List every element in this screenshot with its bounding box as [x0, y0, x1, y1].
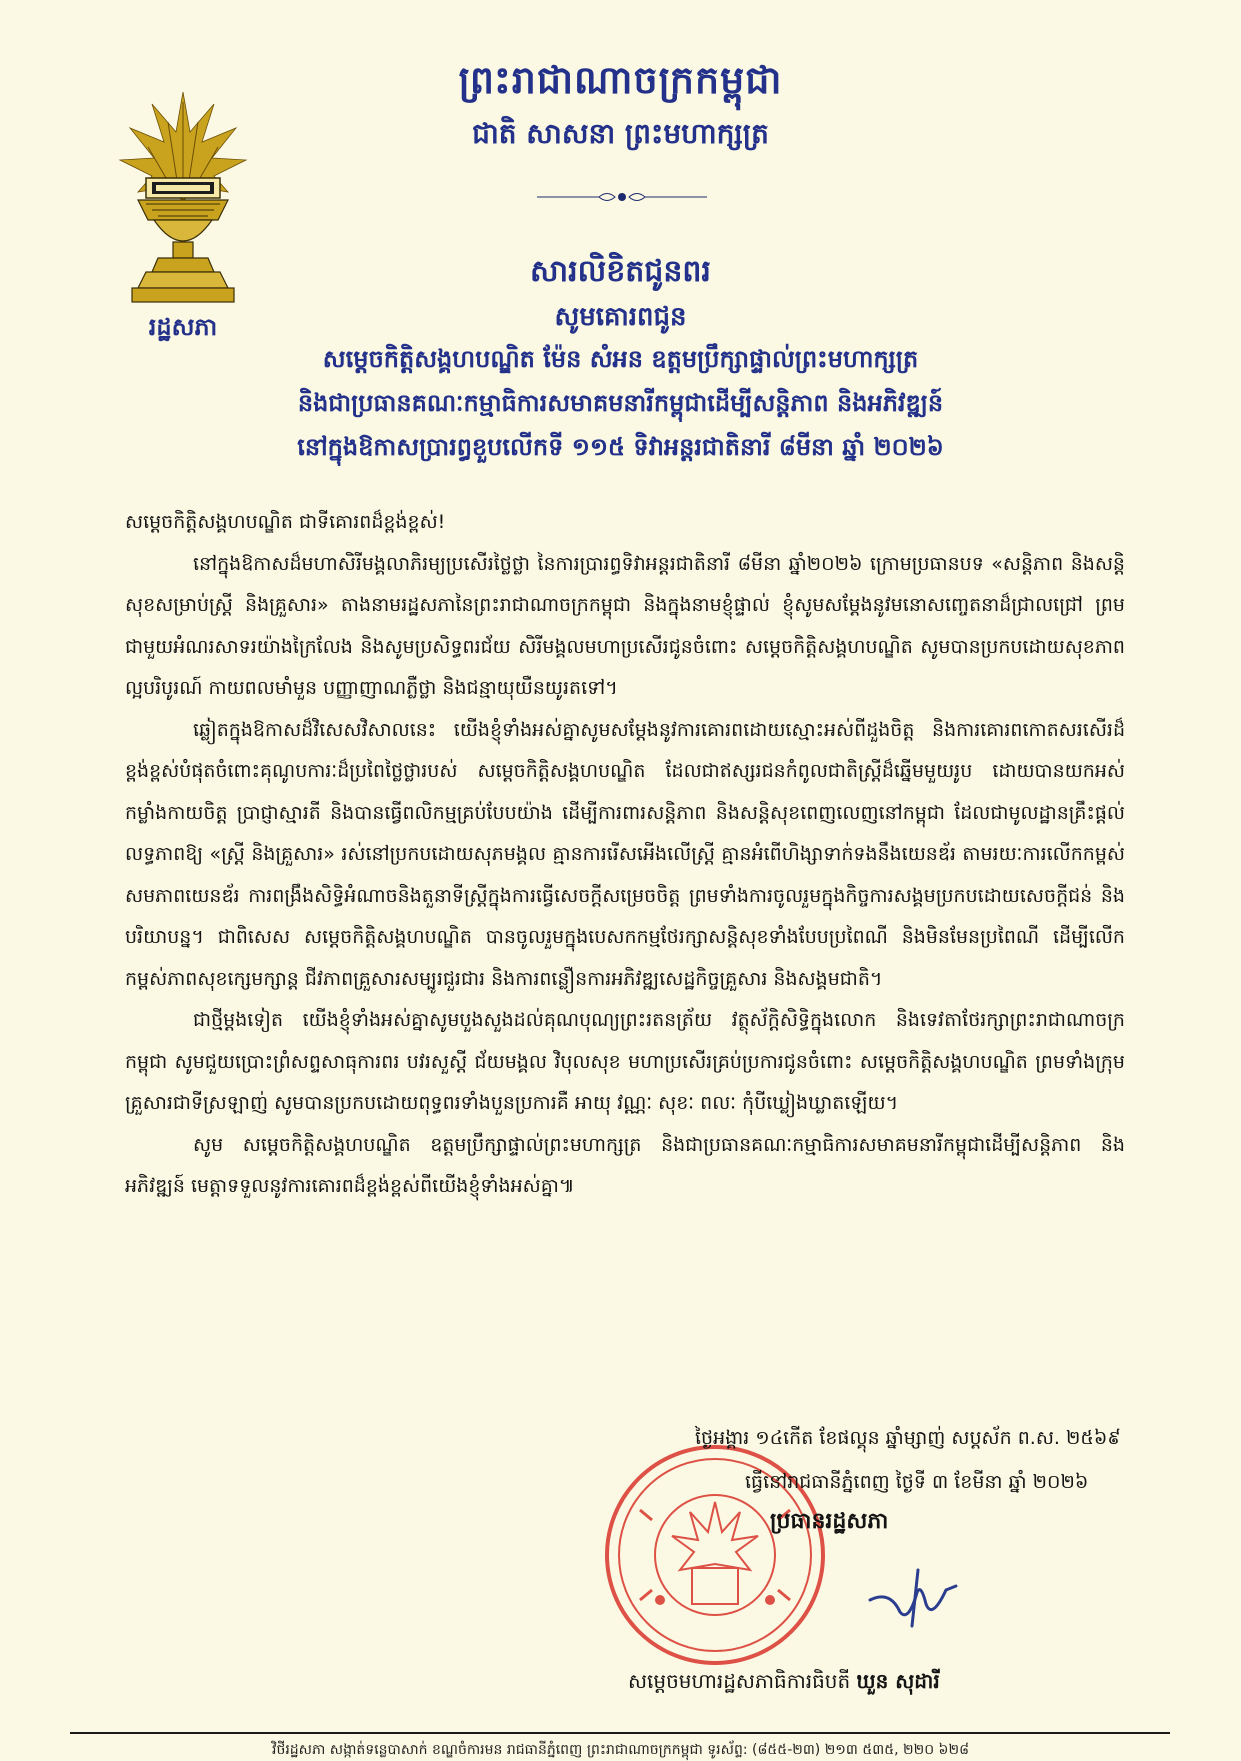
footer-address: វិថីរដ្ឋសភា សង្កាត់ទន្លេបាសាក់ ខណ្ឌចំការមន រាជធានីភ្នំពេញ ព្រះរាជាណាចក្រកម្ពុជា ទូរស័ព្ទ: (៨៥៥-២៣) ២១៣ ៥៣៥, ២២០ ៦២៨ [272, 1742, 969, 1758]
signer-block [628, 1668, 940, 1698]
paragraph-1: នៅក្នុងឱកាសដ៏មហាសិរីមង្គលាភិរម្យប្រសើរថ្លៃថ្លា នៃការប្រារព្ធទិវាអន្តរជាតិនារី ៨មីនា ឆ្នាំ២០២៦ ក្រោមប្រធានបទ «សន្តិភាព និងសន្តិសុខសម្រាប់ស្ត្រី និងគ្រួសារ» តាងនាមរដ្ឋសភានៃព្រះរាជាណាចក្រកម្ពុជា និងក្នុងនាមខ្ញុំផ្ទាល់ ខ្ញុំសូមសម្តែងនូវមនោសញ្ចេតនាដ៏ជ្រាលជ្រៅ ព្រមជាមួយអំណរសាទរយ៉ាងក្រៃលែង និងសូមប្រសិទ្ធពរជ័យ សិរីមង្គលមហាប្រសើរជូនចំពោះ សម្តេចកិត្តិសង្គហបណ្ឌិត សូមបានប្រកបដោយសុខភាពល្អបរិបូរណ៍ កាយពលមាំមួន បញ្ញាញាណភ្លឺថ្លា និងជន្មាយុយឺនយូរតទៅ។ [125, 552, 1125, 699]
emblem-label: រដ្ឋសភា [148, 312, 218, 341]
paragraph-4: សូម សម្តេចកិត្តិសង្គហបណ្ឌិត ឧត្តមប្រឹក្សាផ្ទាល់ព្រះមហាក្សត្រ និងជាប្រធានគណៈកម្មាធិការសមាគមនារីកម្ពុជាដើម្បីសន្តិភាព និងអភិវឌ្ឍន៍ មេត្តាទទួលនូវការគោរពដ៏ខ្ពង់ខ្ពស់ពីយើងខ្ញុំទាំងអស់គ្នា៕ [125, 1133, 1125, 1197]
footer-divider [70, 1732, 1170, 1734]
signer-prefix: សម្តេចមហារដ្ឋសភាធិការធិបតី [628, 1669, 851, 1693]
paragraph-3: ជាថ្មីម្តងទៀត យើងខ្ញុំទាំងអស់គ្នាសូមបួងសួងដល់គុណបុណ្យព្រះរតនត្រ័យ វត្ថុស័ក្តិសិទ្ធិក្នុងលោក និងទេវតាថែរក្សាព្រះរាជាណាចក្រកម្ពុជា សូមជួយប្រោះព្រំសព្ទសាធុការពរ បវរសួស្តី ជ័យមង្គល វិបុលសុខ មហាប្រសើរគ្រប់ប្រការជូនចំពោះ សម្តេចកិត្តិសង្គហបណ្ឌិត ព្រមទាំងក្រុមគ្រួសារជាទីស្រឡាញ់ សូមបានប្រកបដោយពុទ្ធពរទាំងបួនប្រការគឺ អាយុ វណ្ណៈ សុខៈ ពលៈ កុំបីឃ្លៀងឃ្លាតឡើយ។ [125, 1009, 1125, 1114]
divider-ornament-icon [537, 190, 707, 204]
recipient-line-3: នៅក្នុងឱកាសប្រារព្ធខួបលើកទី ១១៥ ទិវាអន្តរជាតិនារី ៨មីនា ឆ្នាំ ២០២៦ [297, 432, 944, 461]
place-date: ធ្វើនៅរាជធានីភ្នំពេញ ថ្ងៃទី ៣ ខែមីនា ឆ្នាំ ២០២៦ [745, 1471, 1089, 1493]
salutation: សម្តេចកិត្តិសង្គហបណ្ឌិត ជាទីគោរពដ៏ខ្ពង់ខ្ពស់! [125, 511, 446, 533]
national-motto: ជាតិ សាសនា ព្រះមហាក្សត្រ [472, 117, 769, 150]
signature-icon [860, 1560, 980, 1630]
kingdom-title: ព្រះរាជាណាចក្រកម្ពុជា [458, 57, 783, 102]
letter-body [125, 502, 1125, 1208]
signer-title: ប្រធានរដ្ឋសភា [770, 1508, 889, 1534]
signer-name: ឃួន សុដារី [856, 1669, 940, 1693]
letter-to: សូមគោរពជូន [554, 302, 687, 332]
lunar-date: ថ្ងៃអង្គារ ១៤កើត ខែផល្គុន ឆ្នាំម្សាញ់ សប្តស័ក ព.ស. ២៥៦៩ [695, 1427, 1121, 1449]
letter-title: សារលិខិតជូនពរ [530, 254, 711, 289]
recipient-line-1: សម្តេចកិត្តិសង្គហបណ្ឌិត ម៉ែន សំអន ឧត្តមប្រឹក្សាផ្ទាល់ព្រះមហាក្សត្រ [322, 344, 919, 373]
paragraph-2: ឆ្លៀតក្នុងឱកាសដ៏វិសេសវិសាលនេះ យើងខ្ញុំទាំងអស់គ្នាសូមសម្តែងនូវការគោរពដោយស្មោះអស់ពីដួងចិត្ត និងការគោរពកោតសរសើរដ៏ខ្ពង់ខ្ពស់បំផុតចំពោះគុណូបការៈដ៏ប្រពៃថ្លៃថ្លារបស់ សម្តេចកិត្តិសង្គហបណ្ឌិត ដែលជាឥស្សរជនកំពូលជាតិស្ត្រីដ៏ឆ្នើមមួយរូប ដោយបានយកអស់កម្លាំងកាយចិត្ត ប្រាជ្ញាស្មារតី និងបានធ្វើពលិកម្មគ្រប់បែបយ៉ាង ដើម្បីការពារសន្តិភាព និងសន្តិសុខពេញលេញនៅកម្ពុជា ដែលជាមូលដ្ឋានគ្រឹះផ្តល់លទ្ធភាពឱ្យ «ស្ត្រី និងគ្រួសារ» រស់នៅប្រកបដោយសុភមង្គល គ្មានការរើសអើងលើស្ត្រី គ្មានអំពើហិង្សាទាក់ទងនឹងយេនឌ័រ តាមរយៈការលើកកម្ពស់សមភាពយេនឌ័រ ការពង្រឹងសិទ្ធិអំណាចនិងតួនាទីស្ត្រីក្នុងការធ្វើសេចក្តីសម្រេចចិត្ត ព្រមទាំងការចូលរួមក្នុងកិច្ចការសង្គមប្រកបដោយសេចក្តីជន់ និងបរិយាបន្ន។ ជាពិសេស សម្តេចកិត្តិសង្គហបណ្ឌិត បានចូលរួមក្នុងបេសកកម្មថែរក្សាសន្តិសុខទាំងបែបប្រពៃណី និងមិនមែនប្រពៃណី ដើម្បីលើកកម្ពស់ភាពសុខក្សេមក្សាន្ត ជីវភាពគ្រួសារសម្បូរជួរជារ និងការពន្លឿនការអភិវឌ្ឍសេដ្ឋកិច្ចគ្រួសារ និងសង្គមជាតិ។ [125, 718, 1125, 990]
recipient-line-2: និងជាប្រធានគណៈកម្មាធិការសមាគមនារីកម្ពុជាដើម្បីសន្តិភាព និងអភិវឌ្ឍន៍ [297, 388, 944, 417]
